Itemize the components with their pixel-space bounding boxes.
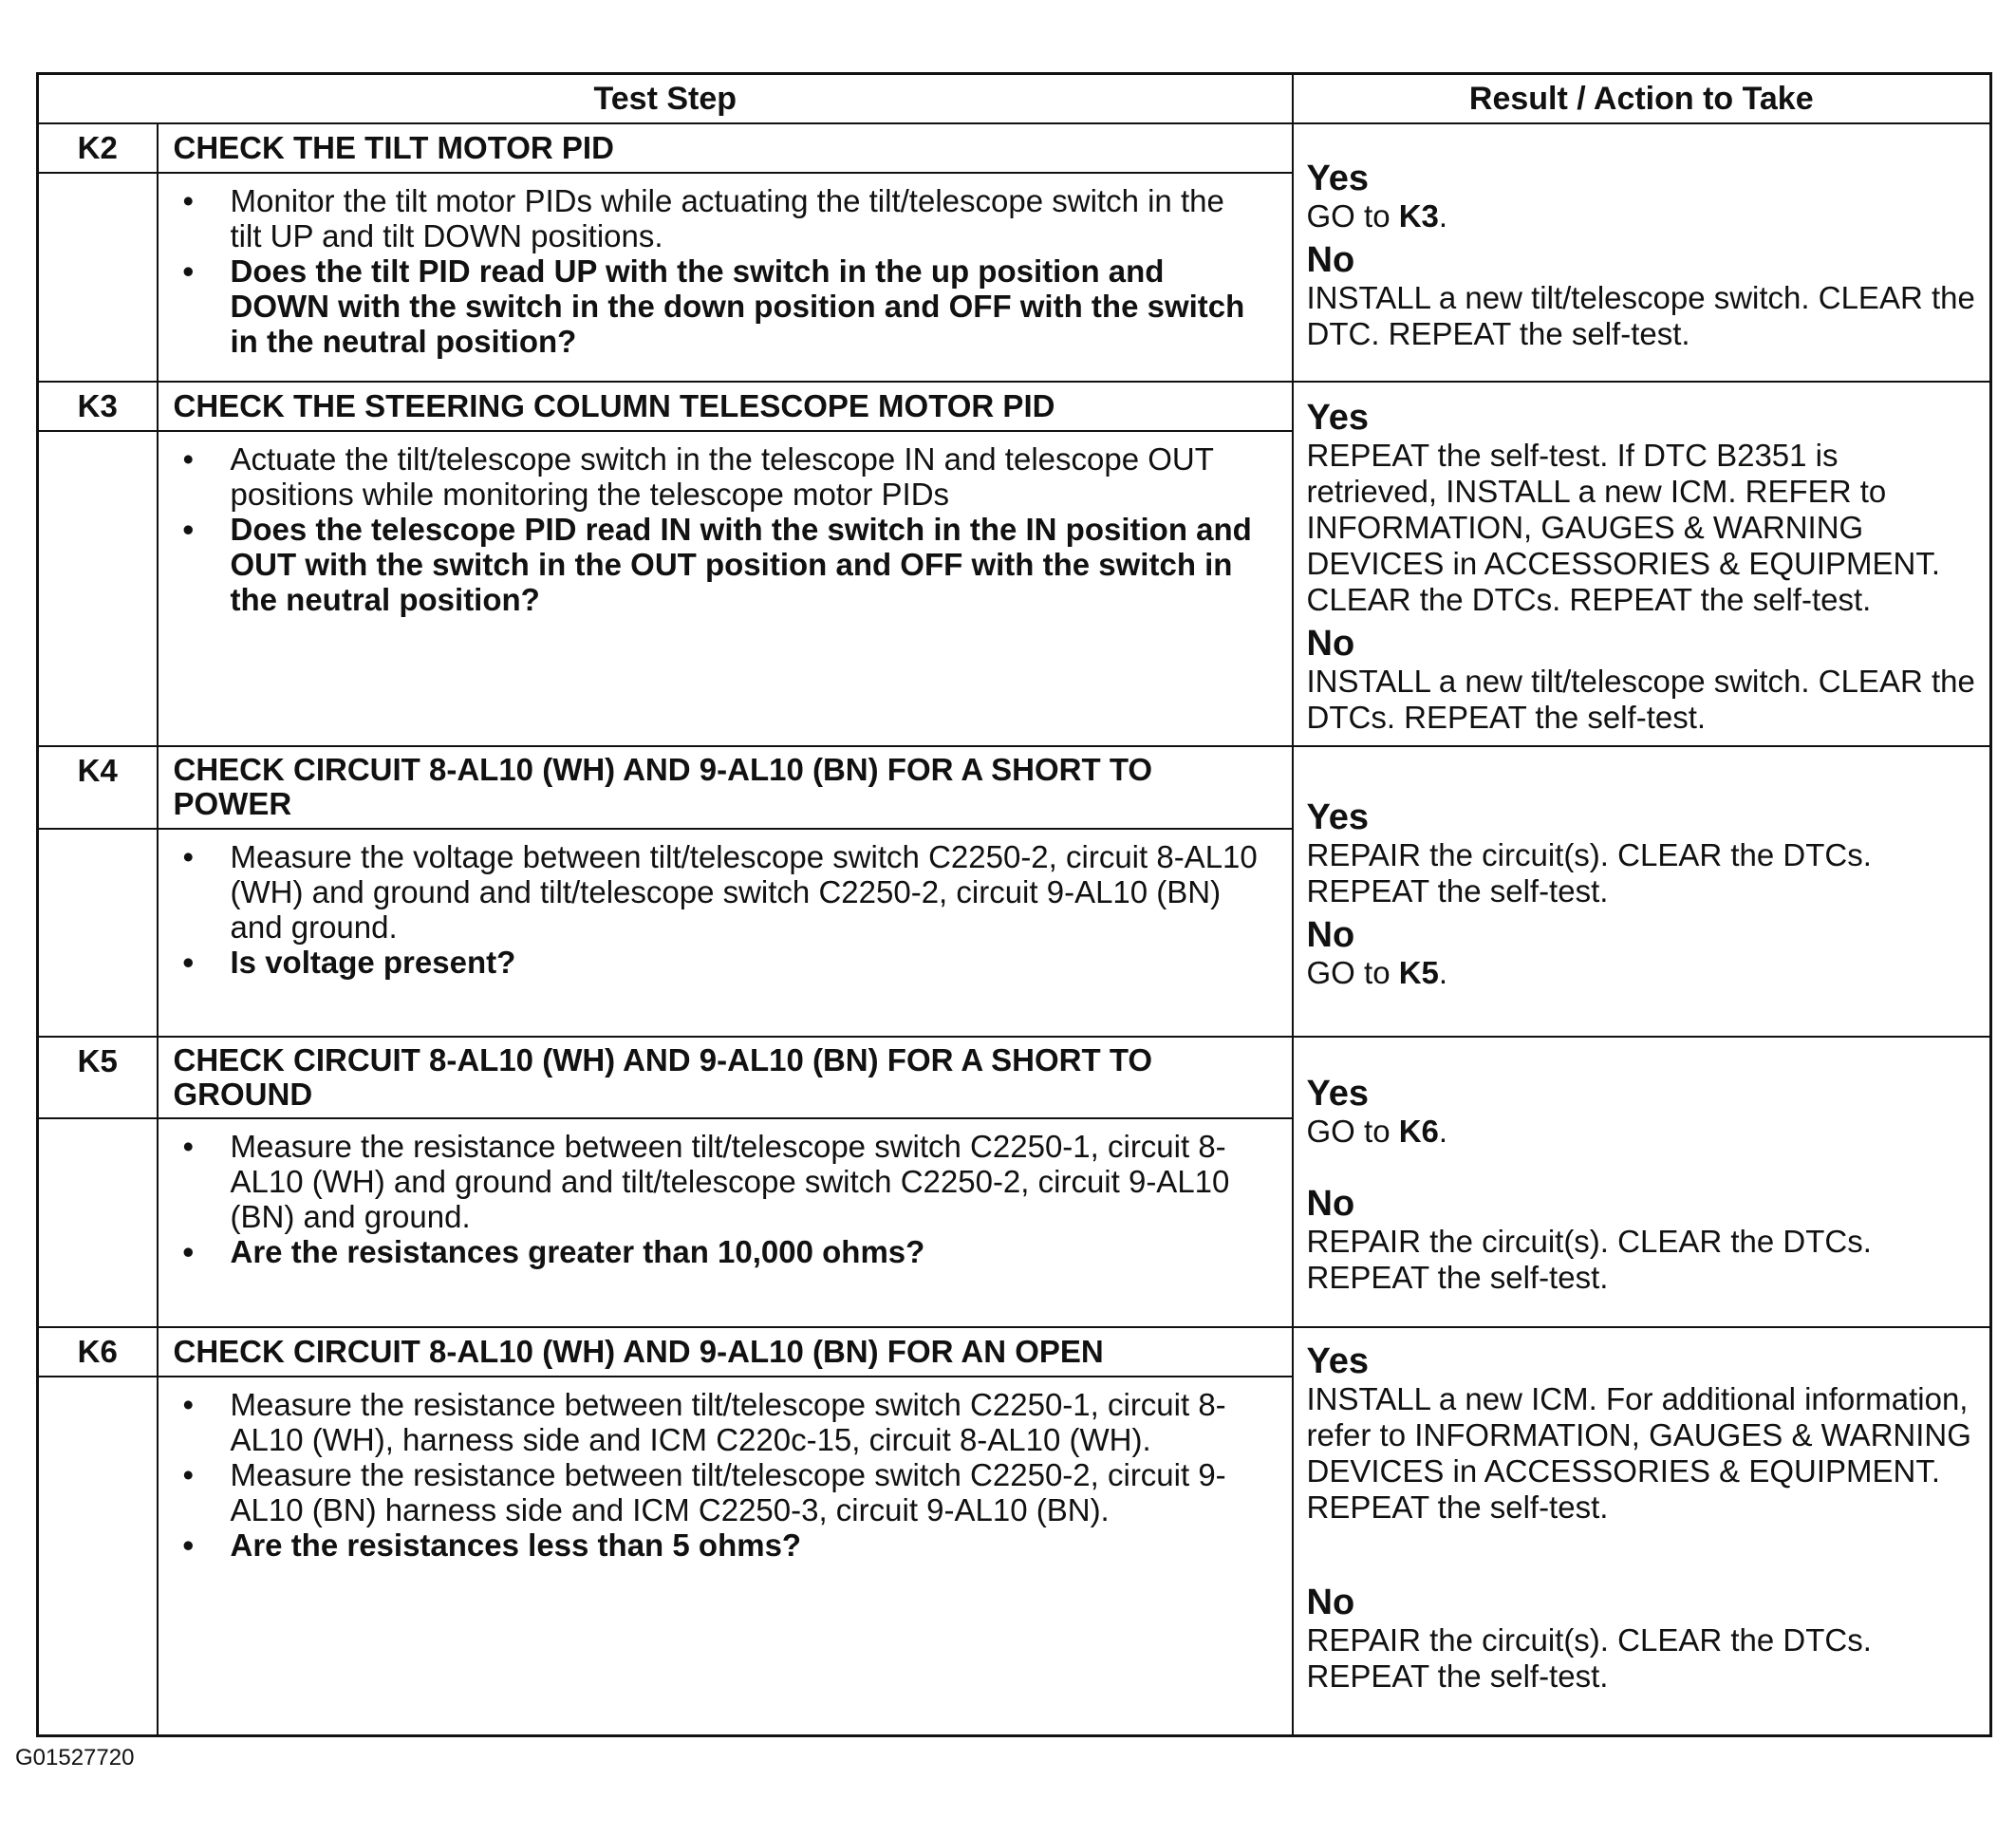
no-action: REPAIR the circuit(s). CLEAR the DTCs. REPEAT the self-test.: [1306, 1621, 1872, 1694]
step-result: [1293, 123, 1991, 382]
step-id: K3: [38, 382, 158, 431]
step-id: K5: [38, 1037, 158, 1119]
yes-action: INSTALL a new ICM. For additional information, refer to INFORMATION, GAUGES & WARNING DEVICES in ACCESSORIES & EQUIPMENT. REPEAT the self-test.: [1306, 1380, 1971, 1525]
header-test-step: Test Step: [38, 74, 1293, 124]
step-action: • Monitor the tilt motor PIDs while actuating the tilt/telescope switch in the tilt UP and tilt DOWN positions.: [212, 183, 1263, 253]
step-id: K2: [38, 123, 158, 173]
no-label: No: [1306, 623, 1355, 664]
step-title-row: [38, 1327, 1991, 1377]
no-action: INSTALL a new tilt/telescope switch. CLEAR the DTC. REPEAT the self-test.: [1306, 279, 1975, 351]
no-step-ref: K5: [1398, 954, 1439, 990]
no-action: GO to K5.: [1306, 954, 1448, 990]
step-result: [1293, 1327, 1991, 1736]
yes-step-ref: K6: [1398, 1113, 1439, 1149]
figure-id: G01527720: [15, 1745, 135, 1770]
header-result-action: Result / Action to Take: [1293, 74, 1991, 124]
step-question: • Does the telescope PID read IN with the switch in the IN position and OUT with the switch in the OUT position and OFF with the switch in the neutral position?: [212, 512, 1263, 617]
step-body: [158, 173, 1293, 381]
step-body: [158, 1377, 1293, 1735]
diagnostic-test-table: [36, 72, 1992, 1737]
yes-step-ref: K3: [1398, 197, 1439, 234]
step-question: • Are the resistances less than 5 ohms?: [212, 1527, 1263, 1563]
no-action: REPAIR the circuit(s). CLEAR the DTCs. REPEAT the self-test.: [1306, 1223, 1872, 1295]
yes-label: Yes: [1306, 397, 1370, 438]
step-question: • Is voltage present?: [212, 945, 1263, 980]
step-action: • Measure the resistance between tilt/telescope switch C2250-1, circuit 8-AL10 (WH), harness side and ICM C220c-15, circuit 8-AL10 (WH).: [212, 1387, 1263, 1457]
step-id-blank: [38, 431, 158, 746]
no-label: No: [1306, 914, 1355, 955]
step-title-row: [38, 123, 1991, 173]
table-header-row: [38, 74, 1991, 124]
yes-action: REPEAT the self-test. If DTC B2351 is retrieved, INSTALL a new ICM. REFER to INFORMATION, GAUGES & WARNING DEVICES in ACCESSORIES & EQUIPMENT. CLEAR the DTCs. REPEAT the self-test.: [1306, 437, 1941, 617]
step-id: K4: [38, 746, 158, 829]
step-title: CHECK CIRCUIT 8-AL10 (WH) AND 9-AL10 (BN) FOR AN OPEN: [158, 1327, 1293, 1377]
step-title-row: [38, 1037, 1991, 1119]
step-id: K6: [38, 1327, 158, 1377]
step-result: [1293, 1037, 1991, 1327]
step-result: [1293, 382, 1991, 746]
step-id-blank: [38, 829, 158, 1037]
yes-action: GO to K3.: [1306, 197, 1448, 234]
step-action: • Actuate the tilt/telescope switch in the telescope IN and telescope OUT positions while monitoring the telescope motor PIDs: [212, 441, 1263, 512]
yes-label: Yes: [1306, 1340, 1370, 1381]
yes-label: Yes: [1306, 796, 1370, 837]
yes-action: REPAIR the circuit(s). CLEAR the DTCs. REPEAT the self-test.: [1306, 836, 1872, 909]
yes-label: Yes: [1306, 1073, 1370, 1114]
step-title: CHECK THE STEERING COLUMN TELESCOPE MOTOR PID: [158, 382, 1293, 431]
step-action: • Measure the resistance between tilt/telescope switch C2250-1, circuit 8-AL10 (WH) and ground and tilt/telescope switch C2250-2, circuit 9-AL10 (BN) and ground.: [212, 1129, 1263, 1234]
no-label: No: [1306, 1582, 1355, 1622]
step-question: • Are the resistances greater than 10,000 ohms?: [212, 1234, 1263, 1269]
step-action: • Measure the voltage between tilt/telescope switch C2250-2, circuit 8-AL10 (WH) and ground and tilt/telescope switch C2250-2, circuit 9-AL10 (BN) and ground.: [212, 839, 1263, 945]
no-action: INSTALL a new tilt/telescope switch. CLEAR the DTCs. REPEAT the self-test.: [1306, 663, 1975, 735]
step-body: [158, 431, 1293, 746]
step-body: [158, 1118, 1293, 1326]
step-question: • Does the tilt PID read UP with the switch in the up position and DOWN with the switch in the down position and OFF with the switch in the neutral position?: [212, 253, 1263, 359]
step-id-blank: [38, 1377, 158, 1735]
step-id-blank: [38, 1118, 158, 1326]
no-label: No: [1306, 239, 1355, 280]
step-result: [1293, 746, 1991, 1037]
step-title: CHECK THE TILT MOTOR PID: [158, 123, 1293, 173]
step-title-row: [38, 382, 1991, 431]
step-body: [158, 829, 1293, 1037]
yes-label: Yes: [1306, 158, 1370, 198]
step-title-row: [38, 746, 1991, 829]
yes-action: GO to K6.: [1306, 1113, 1448, 1149]
step-id-blank: [38, 173, 158, 381]
step-title: CHECK CIRCUIT 8-AL10 (WH) AND 9-AL10 (BN) FOR A SHORT TO POWER: [158, 746, 1293, 829]
step-action: • Measure the resistance between tilt/telescope switch C2250-2, circuit 9-AL10 (BN) harness side and ICM C2250-3, circuit 9-AL10 (BN).: [212, 1457, 1263, 1527]
no-label: No: [1306, 1183, 1355, 1224]
step-title: CHECK CIRCUIT 8-AL10 (WH) AND 9-AL10 (BN) FOR A SHORT TO GROUND: [158, 1037, 1293, 1119]
